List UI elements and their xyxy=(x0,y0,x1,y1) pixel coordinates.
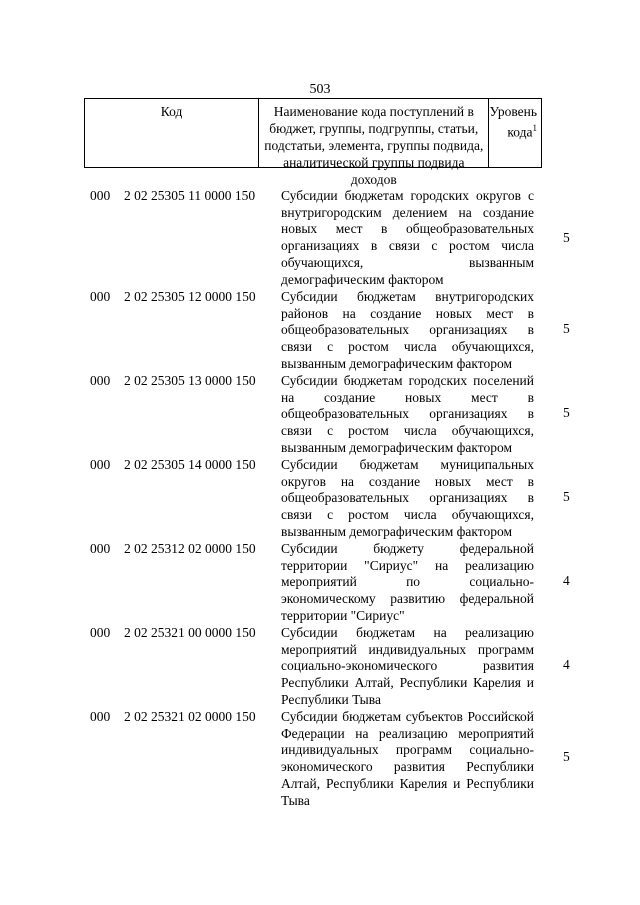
row-prefix: 000 xyxy=(90,625,111,640)
header-level-label: Уровень кода xyxy=(489,104,537,140)
row-prefix: 000 xyxy=(90,289,111,304)
row-description: Субсидии бюджетам городских округов с внутригородским делением на создание новых мест в общеобразовательных организациях в связи с ростом числа обучающихся, вызванным демографическим фактором xyxy=(281,188,534,287)
row-description: Субсидии бюджетам муниципальных округов на создание новых мест в общеобразовательных организациях в связи с ростом числа обучающихся, вызванным демографическим фактором xyxy=(281,457,534,539)
row-level: 5 xyxy=(563,321,570,336)
header-level xyxy=(489,99,541,167)
row-description: Субсидии бюджетам внутригородских районов на создание новых мест в общеобразовательных организациях в связи с ростом числа обучающихся, вызванным демографическим фактором xyxy=(281,289,534,371)
row-code: 2 02 25305 14 0000 150 xyxy=(124,457,256,472)
row-code: 2 02 25312 02 0000 150 xyxy=(124,541,256,556)
row-code: 2 02 25305 12 0000 150 xyxy=(124,289,256,304)
row-prefix: 000 xyxy=(90,373,111,388)
row-level: 5 xyxy=(563,489,570,504)
row-code: 2 02 25321 00 0000 150 xyxy=(124,625,256,640)
row-level: 5 xyxy=(563,749,570,764)
header-level-footnote: 1 xyxy=(532,123,537,133)
row-prefix: 000 xyxy=(90,709,111,724)
row-description: Субсидии бюджету федеральной территории "Сириус" на реализацию мероприятий по социально-экономическому развитию федеральной территории "Сириус" xyxy=(281,541,534,623)
row-prefix: 000 xyxy=(90,188,111,203)
row-code: 2 02 25321 02 0000 150 xyxy=(124,709,256,724)
row-prefix: 000 xyxy=(90,541,111,556)
row-code: 2 02 25305 11 0000 150 xyxy=(124,188,256,203)
header-code: Код xyxy=(85,99,259,167)
table-header xyxy=(84,98,542,187)
row-level: 4 xyxy=(563,573,570,588)
row-code: 2 02 25305 13 0000 150 xyxy=(124,373,256,388)
row-level: 4 xyxy=(563,657,570,672)
row-description: Субсидии бюджетам на реализацию мероприятий индивидуальных программ социально-экономического развития Республики Алтай, Республики Карелия и Республики Тыва xyxy=(281,625,534,707)
row-prefix: 000 xyxy=(90,457,111,472)
row-level: 5 xyxy=(563,405,570,420)
row-description: Субсидии бюджетам городских поселений на создание новых мест в общеобразовательных организациях в связи с ростом числа обучающихся, вызванным демографическим фактором xyxy=(281,373,534,455)
page-number: 503 xyxy=(309,82,331,97)
header-name: Наименование кода поступлений в бюджет, группы, подгруппы, статьи, подстатьи, элемента, группы подвида, аналитической группы подвида доходов xyxy=(259,99,489,167)
row-description: Субсидии бюджетам субъектов Российской Федерации на реализацию мероприятий индивидуальных программ социально-экономического развития Республики Алтай, Республики Карелия и Республики Тыва xyxy=(281,709,534,808)
row-level: 5 xyxy=(563,230,570,245)
